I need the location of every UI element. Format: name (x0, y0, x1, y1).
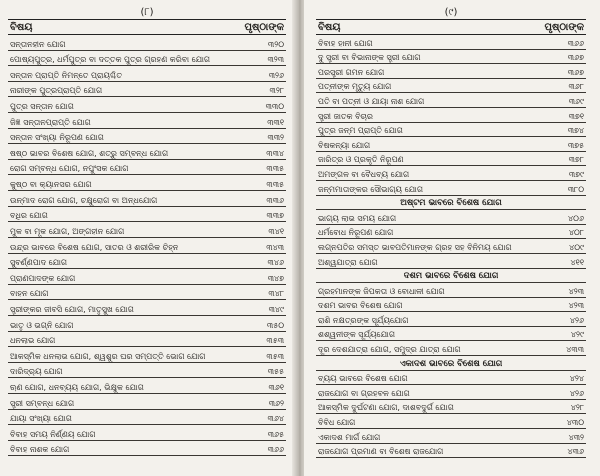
topic-title: ନାରୀଙ୍କ ପୁତ୍ରପ୍ରାପ୍ତି ଯୋଗ (10, 86, 103, 96)
subject-header: ବିଷୟ (318, 21, 341, 33)
topic-title: ଋଣ ଯୋଗ, ଧନବ୍ୟୟ ଯୋଗ, ଭିକ୍ଷୁକ ଯୋଗ (10, 383, 144, 393)
topic-page-number: ୪୩୬ (567, 447, 584, 457)
contents-row (316, 137, 586, 152)
topic-page-number: ୩୭୮ (568, 155, 584, 165)
topic-page-number: ୩୫୦ (266, 320, 284, 330)
topic-page-number: ୩୮୦ (567, 184, 584, 194)
topic-page-number: ୩୬୯ (568, 96, 584, 106)
topic-title: ପତ୍ନୀଙ୍କ ମୃତ୍ୟୁ ଯୋଗ (318, 82, 392, 92)
topic-page-number: ୪୨୯ (570, 330, 584, 340)
topic-title: ପରସ୍ତ୍ରୀ ଗମନ ଯୋଗ (318, 67, 385, 77)
contents-row (316, 371, 586, 386)
contents-row (8, 66, 286, 82)
right-page (304, 0, 600, 476)
contents-row (8, 410, 286, 426)
topic-title: ବିଷକନ୍ୟା ଯୋଗ (318, 140, 371, 150)
topic-page-number: ୩୩୧ (267, 117, 284, 127)
topic-page-number: ୩୬୬ (267, 445, 284, 455)
topic-title: ଆକସ୍ମିକ ଧନଲାଭ ଯୋଗ, ଶ୍ୱଶୁର ଘର ସମ୍ପତ୍ତି ଭୋଗ ଯୋଗ (10, 351, 206, 361)
contents-row (316, 123, 586, 138)
topic-title: ରୋଗ ସମ୍ବନ୍ଧ ଯୋଗ, ନପୁଂସକ ଯୋଗ (10, 164, 129, 174)
topic-page-number: ୪୦୯ (569, 242, 584, 252)
topic-page-number: ୩୨୦ (267, 39, 284, 49)
topic-page-number: ୪୦୬ (568, 213, 584, 223)
topic-title: ପୋଷ୍ୟପୁତ୍ର, ଧର୍ମପୁତ୍ର ବା ଦତ୍ତକ ପୁତ୍ର ଗ୍ରହଣ କରିବା ଯୋଗ (10, 55, 211, 65)
topic-page-number: ୩୭୯ (568, 169, 584, 179)
contents-row (8, 97, 286, 113)
contents-row (8, 441, 286, 457)
contents-row (316, 64, 586, 79)
contents-row (8, 238, 286, 254)
topic-title: କୁଷ୍ଠ ବା କ୍ୟାନସର ଯୋଗ (10, 180, 92, 190)
contents-row (316, 239, 586, 254)
topic-page-number: ୩୭୫ (567, 140, 584, 150)
section-title: ଦଶମ ଭାବରେ ବିଶେଷ ଯୋଗ (403, 271, 499, 282)
topic-page-number: ୪୨୩ (568, 286, 584, 296)
topic-title: ଯାୟା ସଂଖ୍ୟା ଯୋଗ (10, 414, 72, 424)
contents-row (8, 254, 286, 270)
topic-page-number: ୩୩୨ (267, 133, 284, 143)
topic-title: ସ୍ତ୍ରୀ ସମ୍ବନ୍ଧ ଯୋଗ (10, 398, 75, 408)
topic-title: ବିବିଧ ଯୋଗ (318, 418, 356, 428)
contents-row (8, 269, 286, 285)
topic-title: ସନ୍ତାନ ପ୍ରାପ୍ତି ନିମନ୍ତେ ପ୍ରାୟଶ୍ଚିତ (10, 70, 123, 80)
topic-title: ଧନଲାଭ ଯୋଗ (10, 336, 56, 346)
section-heading (316, 269, 586, 284)
contents-row (316, 225, 586, 240)
contents-row (316, 444, 586, 459)
topic-title: ସ୍ତ୍ରୀ ଜାତକ ବିଚାର (318, 111, 373, 121)
contents-row (316, 166, 586, 181)
topic-page-number: ୩୭୧ (568, 111, 584, 121)
topic-page-number: ୩୨୮ (269, 86, 284, 96)
topic-title: ଉନ୍ମାଦ ରୋଗ ଯୋଗ, ଚକ୍ଷୁରୋଗ ବା ଅନ୍ଧଯୋଗ (10, 195, 158, 205)
contents-row (8, 332, 286, 348)
topic-page-number: ୪୨୬ (569, 315, 584, 325)
topic-title: ଜିଜ୍ଞ ସନ୍ତାନପ୍ରାପ୍ତି ଯୋଗ (10, 117, 91, 127)
contents-row (316, 108, 586, 123)
topic-title: ପତି ବା ପତ୍ନୀ ଓ ଯାୟା ନାଶ ଯୋଗ (318, 96, 425, 106)
topic-title: ବିବାହ ନାଶକ ଯୋଗ (10, 445, 70, 455)
topic-page-number: ୩୪୯ (268, 304, 284, 314)
topic-page-number: ୩୫୩ (266, 351, 284, 361)
section-title: ଏକାଦଶ ଭାବରେ ବିଶେଷ ଯୋଗ (399, 358, 503, 369)
topic-page-number: ୩୭୪ (567, 126, 584, 136)
contents-list (316, 35, 586, 458)
topic-title: ଏକାଦଶ ମାର୍ଗ ଯୋଗ (318, 432, 381, 442)
contents-row (316, 93, 586, 108)
page-number: (୮) (140, 7, 154, 18)
section-title: ଅଷ୍ଟମ ଭାବରେ ବିଶେଷ ଯୋଗ (400, 198, 502, 209)
contents-row (316, 429, 586, 444)
contents-row (316, 312, 586, 327)
topic-page-number: ୩୬୭ (567, 67, 584, 77)
topic-page-number: ୩୩୦ (265, 102, 284, 112)
topic-title: ରାଜଯୋଗ ପ୍ରମାଣ ବା ବିଶେଷ ରାଜଯୋଗ (318, 447, 444, 457)
topic-page-number: ୪୩୨ (568, 432, 584, 442)
contents-row (8, 51, 286, 67)
contents-row (8, 285, 286, 301)
contents-row (8, 191, 286, 207)
topic-title: ଅମଙ୍ଗଳ ବା ବୈଧବ୍ୟ ଯୋଗ (318, 169, 410, 179)
contents-row (316, 283, 586, 298)
topic-title: ରାଶି ନକ୍ଷତ୍ରଙ୍କ ସୂର୍ଯ୍ୟଯୋଗ (318, 315, 409, 325)
topic-page-number: ୪୨୬ (569, 388, 584, 398)
topic-title: ମୁକ ବା ମୂକ ଯୋଗ, ଅଙ୍ଗହୀନ ଯୋଗ (10, 226, 125, 236)
topic-page-number: ୩୬୪ (267, 414, 284, 424)
topic-page-number: ୩୬୭ (567, 53, 584, 63)
topic-page-number: ୪୨୪ (569, 374, 584, 384)
topic-page-number: ୪୦୮ (568, 228, 584, 238)
contents-header (8, 19, 286, 35)
contents-row (316, 414, 586, 429)
topic-title: ସୁବର୍ଣ୍ଣପାଦ ଯୋଗ (10, 258, 68, 268)
contents-row (8, 394, 286, 410)
contents-row (316, 400, 586, 415)
topic-page-number: ୩୫୩ (266, 336, 284, 346)
contents-row (316, 385, 586, 400)
topic-title: ବିବାହ ସମୟ ନିର୍ଣ୍ଣୟ ଯୋଗ (10, 429, 96, 439)
topic-page-number: ୪୩୦ (566, 418, 584, 428)
contents-list (8, 35, 286, 456)
contents-row (316, 254, 586, 269)
topic-title: ବିବାହ ହାନୀ ଯୋଗ (318, 38, 373, 48)
left-page (0, 0, 296, 476)
topic-page-number: ୪୨୩ (568, 301, 584, 311)
contents-row (8, 113, 286, 129)
topic-title: ଦୂର ଦେଶଯାତ୍ରା ଯୋଗ, ସମୁଦ୍ର ଯାତ୍ରା ଯୋଗ (318, 345, 461, 355)
contents-row (316, 152, 586, 167)
topic-title: ଆକସ୍ମିକ ଦୁର୍ଘଟଣା ଯୋଗ, ଦାଶବଦୁର୍ଗ ଯୋଗ (318, 403, 454, 413)
contents-row (8, 175, 286, 191)
topic-page-number: ୩୪୬ (267, 258, 284, 268)
topic-title: ପୁତ୍ର ସନ୍ତାନ ଯୋଗ (10, 102, 74, 112)
contents-row (8, 347, 286, 363)
contents-row (316, 210, 586, 225)
topic-page-number: ୩୪୩ (266, 242, 284, 252)
contents-row (8, 363, 286, 379)
topic-title: ଭାତୃ ଓ ଭଗ୍ନି ଯୋଗ (10, 320, 74, 330)
topic-page-number: ୩୬୧ (268, 383, 284, 393)
contents-row (316, 341, 586, 356)
contents-row (8, 222, 286, 238)
page-number: (୯) (444, 7, 458, 18)
contents-row (316, 298, 586, 313)
topic-title: ରାଜଯୋଗ ବା ଗ୍ରହବଳ ଯୋଗ (318, 388, 410, 398)
topic-title: ଦାରିଦ୍ର୍ୟ ଯୋଗ (10, 367, 63, 377)
topic-page-number: ୩୩୫ (266, 164, 284, 174)
contents-row (8, 144, 286, 160)
contents-row (8, 316, 286, 332)
contents-row (316, 327, 586, 342)
topic-title: ଦଶମ ଭାବର ବିଶେଷ ଯୋଗ (318, 301, 403, 311)
topic-page-number: ୩୩୭ (266, 211, 284, 221)
contents-row (316, 35, 586, 50)
contents-row (8, 425, 286, 441)
topic-title: ଉନ୍ଦ୍ର ଭାବରେ ବିଶେଷ ଯୋଗ, ସାତର ଓ ଶରୀରିକ ଚିହ୍ନ (10, 242, 179, 252)
topic-title: ପ୍ରାଣପାଦଙ୍କ ଯୋଗ (10, 273, 76, 283)
topic-title: ସ୍ତ୍ରୀଙ୍କର ଜୀବସି ଯୋଗ, ମାତୃସୁଖ ଯୋଗ (10, 304, 134, 314)
topic-page-number: ୩୬୬ (567, 38, 584, 48)
topic-title: ଭାଗ୍ୟ ଲାଭ ସମୟ ଯୋଗ (318, 213, 397, 223)
subject-header: ବିଷୟ (10, 21, 33, 33)
topic-title: ଗ୍ରହମାନଙ୍କ ଜିପକତା ଓ ବୋଧାଳୀ ଯୋଗ (318, 286, 445, 296)
topic-title: ବଧିର ଯୋଗ (10, 211, 48, 221)
topic-title: ସନ୍ତାନ ସଂଖ୍ୟା ନିରୂପଣ ଯୋଗ (10, 133, 104, 143)
topic-title: ଜାରିତ୍ର ଓ ପ୍ରକୃତି ନିରୂପଣ (318, 155, 404, 165)
contents-row (8, 207, 286, 223)
contents-row (8, 160, 286, 176)
topic-page-number: ୪୨୮ (570, 403, 584, 413)
section-heading (316, 356, 586, 371)
contents-row (316, 50, 586, 65)
topic-page-number: ୩୩୪ (266, 148, 284, 158)
topic-page-number: ୩୩୫ (266, 180, 284, 190)
topic-title: ଶଶ୍ୱନୀଙ୍କ ସୂର୍ଯ୍ୟଯୋଗ (318, 330, 395, 340)
topic-title: ଷଷ୍ଠ ଭାବର ବିଶେଷ ଯୋଗ, ଶତ୍ରୁ ସମ୍ବନ୍ଧ ଯୋଗ (10, 148, 169, 158)
topic-title: ପୁତ୍ର ଜନ୍ମ ପ୍ରାପ୍ତି ଯୋଗ (318, 126, 403, 136)
topic-title: ଅଶ୍ୱଯାତ୍ରା ଯୋଗ (318, 257, 378, 267)
topic-page-number: ୩୪୧ (268, 226, 284, 236)
contents-row (8, 35, 286, 51)
topic-page-number: ୪୧୧ (570, 257, 584, 267)
contents-row (8, 82, 286, 98)
topic-title: ଜନ୍ମମାତାଙ୍କର ସୌଭାଗ୍ୟ ଯୋଗ (318, 184, 424, 194)
contents-row (8, 300, 286, 316)
topic-title: ବାହନ ଯୋଗ (10, 289, 49, 299)
topic-title: ଲଗ୍ନପତିର ସମସ୍ତ ଭାବପତିମାନଙ୍କ ଗ୍ରହ ସହ ବିନିମୟ ଯୋଗ (318, 242, 512, 252)
topic-page-number: ୩୨୩ (267, 55, 284, 65)
topic-title: ଧର୍ମବୋଧ ନିରୂପଣ ଯୋଗ (318, 228, 394, 238)
contents-row (316, 79, 586, 94)
page-header: ପୃଷ୍ଠାଙ୍କ (244, 21, 284, 33)
topic-page-number: ୩୪୭ (267, 273, 284, 283)
topic-page-number: ୩୪୮ (268, 289, 284, 299)
contents-row (8, 129, 286, 145)
topic-page-number: ୩୬୫ (267, 429, 284, 439)
topic-page-number: ୩୫୫ (267, 367, 284, 377)
contents-row (8, 378, 286, 394)
topic-title: ସନ୍ତାନହୀନ ଯୋଗ (10, 39, 66, 49)
section-heading (316, 196, 586, 211)
topic-title: ଦୁ ସ୍ତ୍ରୀ ବା ବିଭାନାଙ୍କ ସ୍ତ୍ରୀ ଯୋଗ (318, 53, 421, 63)
topic-title: ବ୍ୟୟ ଭାବରେ ବିଶେଷ ଯୋଗ (318, 374, 408, 384)
topic-page-number: ୩୬୮ (568, 82, 584, 92)
topic-page-number: ୩୬୨ (268, 398, 284, 408)
contents-row (316, 181, 586, 196)
contents-header (316, 19, 586, 35)
topic-page-number: ୪୩୩ (566, 345, 584, 355)
topic-page-number: ୩୩୬ (266, 195, 284, 205)
page-header: ପୃଷ୍ଠାଙ୍କ (544, 21, 584, 33)
topic-page-number: ୩୨୬ (268, 70, 284, 80)
